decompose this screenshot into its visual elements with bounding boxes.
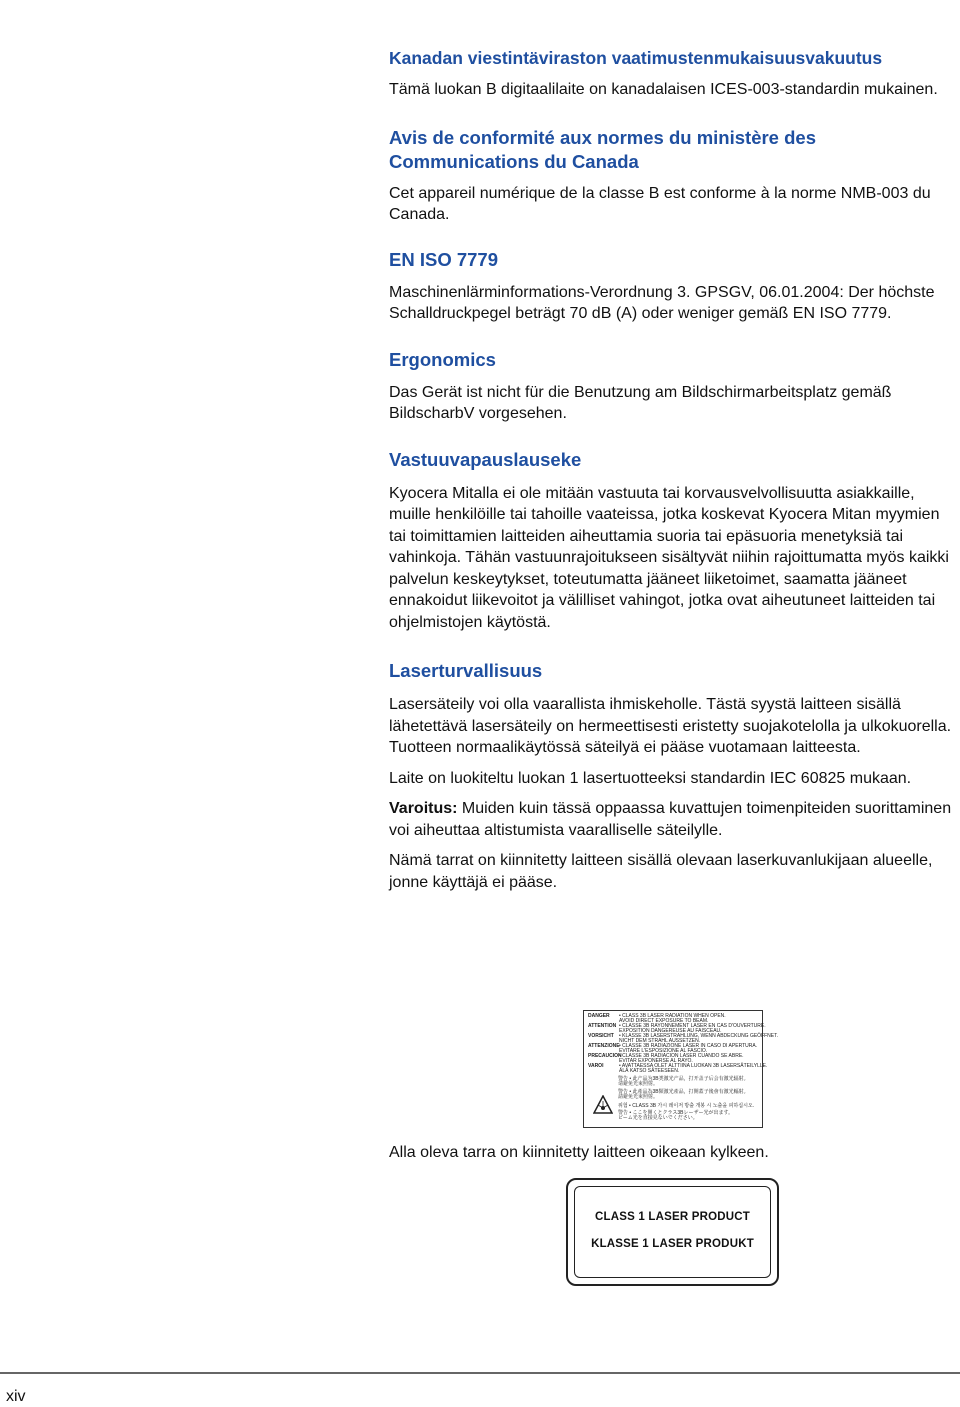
- warning-label-row: [588, 1069, 679, 1075]
- heading-disclaimer: Vastuuvapauslauseke: [389, 448, 582, 470]
- heading-canada-fr: Avis de conformité aux normes du ministère des Communications du Canada: [389, 126, 816, 172]
- warning-label-text: • CLASS 3B LASER RADIATION WHEN OPEN.: [619, 1013, 726, 1019]
- warning-label-text: 위험 • CLASS 3B 가시 레이저 방출 개봉 시 노출을 피하십시오.: [618, 1103, 755, 1109]
- warning-label-row: [618, 1082, 658, 1088]
- paragraph-laser-2: Laite on luokiteltu luokan 1 lasertuotteeksi standardin IEC 60825 mukaan.: [389, 769, 912, 787]
- warning-label-language: VORSICHT: [588, 1033, 614, 1039]
- paragraph-laser-1: Lasersäteily voi olla vaarallista ihmiskeholle. Tästä syystä laitteen sisällä lähetettävä lasersäteily on hermeettisesti eristetty suojakotelolla ja ulkokuorella. Tuotteen normaalikäytössä säteilyä ei pääse vuotamaan laitteesta.: [389, 696, 952, 756]
- warning-label-text: ÄLÄ KATSO SÄTEESEEN.: [619, 1068, 680, 1074]
- warning-label-text: • KLASSE 3B LASERSTRAHLUNG, WENN ABDECKUNG GEÖFFNET.: [619, 1033, 779, 1039]
- warning-label-text: EVITAR EXPONERSE AL RAYO.: [619, 1058, 693, 1064]
- warning-text: Muiden kuin tässä oppaassa kuvattujen toimenpiteiden suorittaminen voi aiheuttaa altistumista vaaralliselle säteilylle.: [389, 800, 952, 839]
- paragraph-laser-4: Nämä tarrat on kiinnitetty laitteen sisällä olevaan laserkuvanlukijaan alueelle, jonne käyttäjä ei pääse.: [389, 852, 933, 891]
- laser-hazard-icon: [593, 1095, 613, 1115]
- class-label-line-2: KLASSE 1 LASER PRODUKT: [591, 1238, 754, 1250]
- warning-label-text: • CLASSE 3B RADIAZIONE LASER IN CASO DI APERTURA.: [619, 1043, 758, 1049]
- warning-label-row: [618, 1095, 658, 1101]
- warning-label-text: 請避免光束照射。: [618, 1094, 659, 1100]
- warning-label-language: PRECAUCION: [588, 1053, 622, 1059]
- paragraph-ergonomics: Das Gerät ist nicht für die Benutzung am Bildschirmarbeitsplatz gemäß BildscharbV vorgesehen.: [389, 383, 892, 422]
- paragraph-canada-fr: Cet appareil numérique de la classe B est conforme à la norme NMB-003 du Canada.: [389, 184, 931, 223]
- paragraph-disclaimer: Kyocera Mitalla ei ole mitään vastuuta tai korvausvelvollisuutta asiakkaille, muille henkilöille tai tahoille vaateissa, jotka koskevat Kyocera Mitan myymien tai toimittamien laitteiden aiheuttamia suoria tai epäsuoria menetyksiä tai vahinkoja. Tähän vastuunrajoitukseen sisältyvät niihin rajoittumatta myös kaikki palvelun keskeytykset, toteutumatta jääneet liiketoimet, saamatta jääneet ennakoidut liikevoitot ja välilliset vahingot, jotka ovat aiheutuneet laitteiden tai ohjelmistojen käytöstä.: [389, 484, 949, 631]
- warning-label-text: 警告 • 此产品为3B类激光产品，打开盖子后会有激光辐射。: [618, 1076, 749, 1082]
- warning-label-text: • CLASSE 3B RADIACION LASER CUANDO SE ABRE.: [619, 1053, 744, 1059]
- warning-label-text: 警告 • ここを開くとクラス3Bレーザー光が出ます。: [618, 1110, 734, 1116]
- paragraph-canada-fi: Tämä luokan B digitaalilaite on kanadalaisen ICES-003-standardin mukainen.: [389, 81, 938, 98]
- heading-canada-fi: Kanadan viestintäviraston vaatimustenmukaisuusvakuutus: [389, 48, 883, 68]
- page-content: [389, 46, 954, 893]
- paragraph-en-iso: Maschinenlärminformations-Verordnung 3. GPSGV, 06.01.2004: Der höchste Schalldruckpegel beträgt 70 dB (A) oder weniger gemäß EN ISO 7779.: [389, 283, 935, 322]
- class-label-inner-border: [574, 1186, 771, 1278]
- warning-label-text: AVOID DIRECT EXPOSURE TO BEAM.: [619, 1018, 709, 1024]
- warning-label-language: ATTENZIONE: [588, 1043, 620, 1049]
- heading-laser-safety: Laserturvallisuus: [389, 660, 543, 681]
- warning-label-text: EVITARE L'ESPOSIZIONE AL FASCIO.: [619, 1048, 708, 1054]
- heading-ergonomics: Ergonomics: [389, 348, 496, 370]
- paragraph-laser-warning: [389, 798, 954, 841]
- paragraph-laser-5: Alla oleva tarra on kiinnitetty laitteen oikeaan kylkeen.: [389, 1144, 769, 1161]
- warning-label-text: NICHT DEM STRAHL AUSSETZEN.: [619, 1038, 701, 1044]
- page-number: xiv: [6, 1388, 26, 1405]
- warning-label: Varoitus:: [389, 800, 458, 817]
- warning-label-language: DANGER: [588, 1013, 610, 1019]
- warning-label-text: ビーム光を直接見ないでください。: [618, 1115, 698, 1121]
- warning-label-language: ATTENTION: [588, 1023, 617, 1029]
- warning-label-row: [618, 1116, 698, 1122]
- warning-label-text: EXPOSITION DANGEREUSE AU FAISCEAU.: [619, 1028, 722, 1034]
- warning-label-text: 请避免光束照射。: [618, 1081, 659, 1087]
- warning-label-text: 警告 • 此產品為3B類激光產品，打開蓋子後會有激光輻射。: [618, 1089, 749, 1095]
- class-label-line-1: CLASS 1 LASER PRODUCT: [595, 1211, 750, 1223]
- footer-rule: [0, 1372, 960, 1374]
- class-1-laser-label: [566, 1178, 779, 1286]
- heading-en-iso: EN ISO 7779: [389, 248, 499, 270]
- warning-label-row: [618, 1104, 754, 1110]
- warning-label-language: VAROI: [588, 1063, 604, 1069]
- warning-label-text: • AVATTAESSA OLET ALTTIINA LUOKAN 3B LASERSÄTEILYLLE.: [619, 1063, 768, 1069]
- warning-label-text: • CLASSE 3B RAYONNEMENT LASER EN CAS D'OUVERTURE.: [619, 1023, 766, 1029]
- laser-warning-label-image: [583, 1010, 779, 1128]
